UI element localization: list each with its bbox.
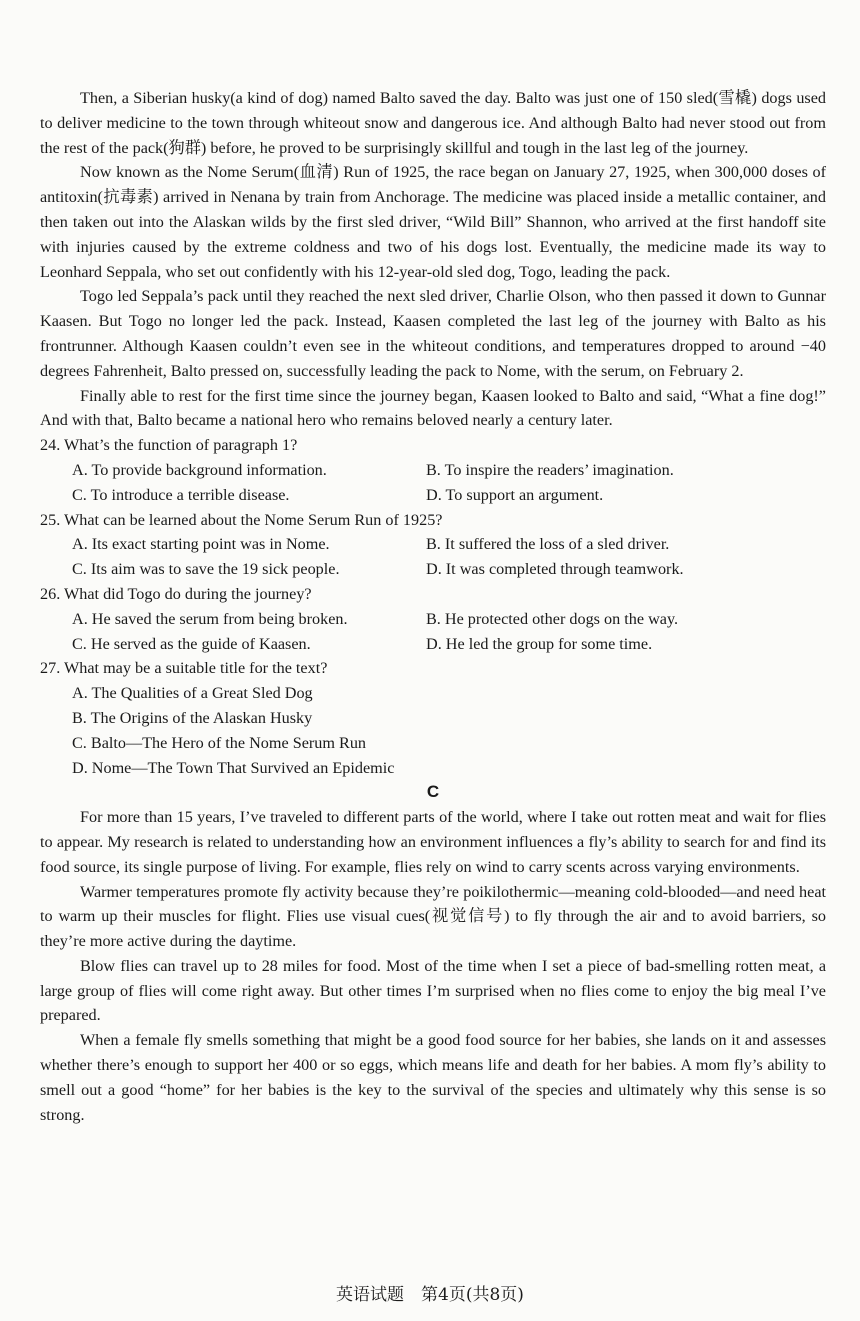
option-b: B. The Origins of the Alaskan Husky	[72, 708, 313, 727]
option-b: B. To inspire the readers’ imagination.	[426, 460, 674, 479]
option-d: D. Nome—The Town That Survived an Epidemic	[72, 758, 395, 777]
paragraph: When a female fly smells something that might be a good food source for her babies, she lands on it and assesses whether there’s enough to support her 400 or so eggs, which means life and death for her babies. A mom fly’s ability to smell out a good “home” for her babies is the key to the survival of the species and ultimately why this sense is so strong.	[40, 1031, 826, 1124]
option-a: A. Its exact starting point was in Nome.	[72, 535, 330, 554]
paragraph: For more than 15 years, I’ve traveled to different parts of the world, where I take out rotten meat and wait for flies to appear. My research is related to understanding how an environment influences a fly’s ability to search for and find its food source, its single purpose of living. For example, flies rely on wind to carry scents across varying environments.	[40, 808, 826, 876]
option-a: A. He saved the serum from being broken.	[72, 609, 348, 628]
option-c: C. Balto—The Hero of the Nome Serum Run	[72, 733, 367, 752]
paragraph: Blow flies can travel up to 28 miles for food. Most of the time when I set a piece of bad-smelling rotten meat, a large group of flies will come right away. But other times I’m surprised when no flies come to enjoy the big meal I’ve prepared.	[40, 956, 826, 1025]
passage-c	[40, 805, 826, 1127]
passage-b	[40, 86, 826, 433]
option-d: D. He led the group for some time.	[426, 634, 653, 653]
question-stem: 25. What can be learned about the Nome Serum Run of 1925?	[40, 510, 443, 529]
option-a: A. The Qualities of a Great Sled Dog	[72, 684, 313, 703]
option-c: C. To introduce a terrible disease.	[72, 485, 290, 504]
option-a: A. To provide background information.	[72, 460, 327, 479]
option-c: C. Its aim was to save the 19 sick people.	[72, 560, 340, 579]
question-25	[40, 508, 826, 582]
option-b: B. He protected other dogs on the way.	[426, 609, 679, 628]
section-heading: C	[426, 782, 440, 802]
question-stem: 26. What did Togo do during the journey?	[40, 584, 312, 603]
paragraph: Then, a Siberian husky(a kind of dog) named Balto saved the day. Balto was just one of 150 sled(雪橇) dogs used to deliver medicine to the town through whiteout snow and dangerous ice. And although Balto had never stood out from the rest of the pack(狗群) before, he proved to be surprisingly skillful and tough in the last leg of the journey.	[40, 89, 826, 157]
question-24	[40, 433, 826, 507]
question-stem: 27. What may be a suitable title for the text?	[40, 659, 328, 678]
exam-page	[40, 86, 826, 1127]
option-d: D. To support an argument.	[426, 485, 604, 504]
question-27	[40, 656, 826, 780]
paragraph: Togo led Seppala’s pack until they reached the next sled driver, Charlie Olson, who then passed it down to Gunnar Kaasen. But Togo no longer led the pack. Instead, Kaasen completed the last leg of the journey with Balto as his frontrunner. Although Kaasen couldn’t even see in the whiteout conditions, and temperatures dropped to around −40 degrees Fahrenheit, Balto pressed on, successfully leading the pack to Nome, with the serum, on February 2.	[40, 287, 826, 380]
question-26	[40, 582, 826, 656]
page-footer: 英语试题 第4页(共8页)	[336, 1285, 524, 1305]
option-c: C. He served as the guide of Kaasen.	[72, 634, 311, 653]
question-stem: 24. What’s the function of paragraph 1?	[40, 436, 298, 455]
option-b: B. It suffered the loss of a sled driver.	[426, 535, 670, 554]
paragraph: Warmer temperatures promote fly activity because they’re poikilothermic—meaning cold-blooded—and need heat to warm up their muscles for flight. Flies use visual cues(视觉信号) to fly through the air and to avoid barriers, so they’re more active during the daytime.	[40, 882, 826, 951]
option-d: D. It was completed through teamwork.	[426, 560, 684, 579]
paragraph: Now known as the Nome Serum(血清) Run of 1925, the race began on January 27, 1925, when 300,000 doses of antitoxin(抗毒素) arrived in Nenana by train from Anchorage. The medicine was placed inside a metallic container, and then taken out into the Alaskan wilds by the first sled driver, “Wild Bill” Shannon, who arrived at the first handoff site with injuries caused by the extreme coldness and two of his dogs lost. Eventually, the medicine made its way to Leonhard Seppala, who set out confidently with his 12-year-old sled dog, Togo, leading the pack.	[40, 163, 826, 281]
paragraph: Finally able to rest for the first time since the journey began, Kaasen looked to Balto and said, “What a fine dog!” And with that, Balto became a national hero who remains beloved nearly a century later.	[40, 386, 826, 430]
